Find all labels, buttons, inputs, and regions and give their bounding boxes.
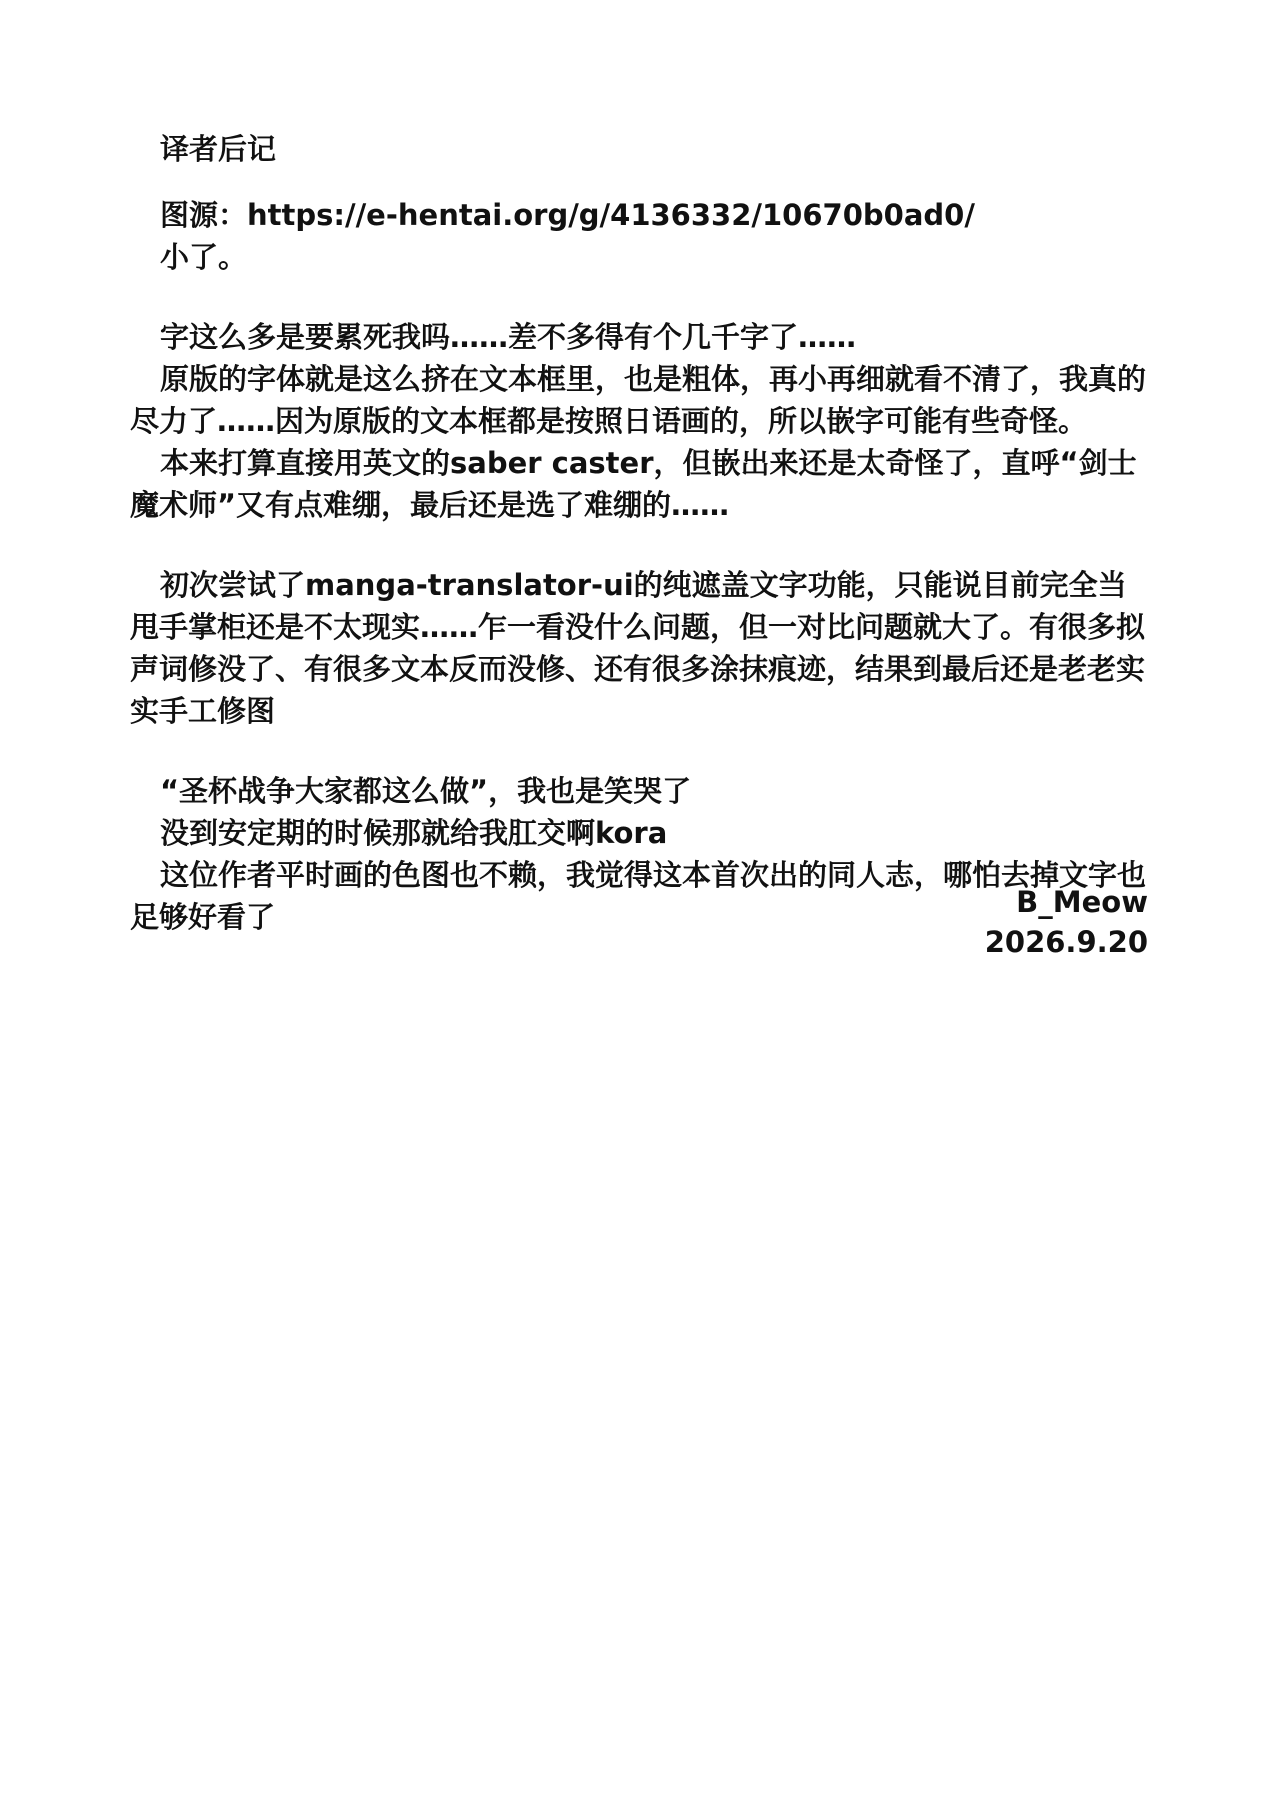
- page-title: 译者后记: [160, 132, 277, 166]
- paragraph: 初次尝试了manga-translator-ui的纯遮盖文字功能，只能说目前完全当甩手掌柜还是不太现实……乍一看没什么问题，但一对比问题就大了。有很多拟声词修没了、有很多文本反而没修、还有很多涂抹痕迹，结果到最后还是老老实实手工修图: [130, 568, 1146, 728]
- date: 2026.9.20: [984, 925, 1148, 959]
- source-note: 小了。: [160, 240, 248, 274]
- signature-block: [985, 882, 1148, 962]
- paragraph: 没到安定期的时候那就给我肛交啊kora: [160, 816, 668, 850]
- paragraph: “圣杯战争大家都这么做”，我也是笑哭了: [160, 774, 692, 808]
- paragraph-block-1: [130, 316, 1148, 526]
- paragraph: 字这么多是要累死我吗……差不多得有个几千字了……: [160, 320, 857, 354]
- afterword-page: [130, 128, 1148, 976]
- paragraph: 原版的字体就是这么挤在文本框里，也是粗体，再小再细就看不清了，我真的尽力了……因为原版的文本框都是按照日语画的，所以嵌字可能有些奇怪。: [130, 362, 1147, 438]
- source-line: 图源：https://e-hentai.org/g/4136332/10670b0ad0/: [160, 198, 975, 232]
- paragraph: 这位作者平时画的色图也不赖，我觉得这本首次出的同人志，哪怕去掉文字也足够好看了: [130, 858, 1147, 934]
- paragraph: 本来打算直接用英文的saber caster，但嵌出来还是太奇怪了，直呼“剑士 魔术师”又有点难绷，最后还是选了难绷的……: [130, 446, 1147, 522]
- signature: B_Meow: [1016, 885, 1148, 919]
- paragraph-block-2: [130, 564, 1148, 732]
- source-block: [130, 194, 1148, 278]
